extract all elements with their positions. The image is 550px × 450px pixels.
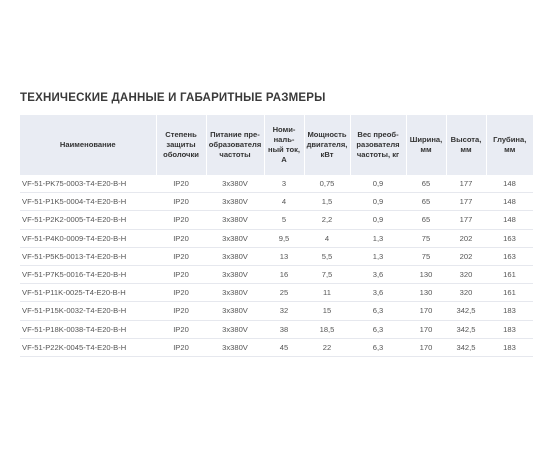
model-name-cell: VF-51-P15K-0032-T4-E20-B-H [20, 302, 156, 320]
table-cell: 65 [406, 193, 446, 211]
table-row [20, 284, 533, 302]
table-cell: 38 [264, 320, 304, 338]
table-cell: IP20 [156, 320, 206, 338]
table-row [20, 302, 533, 320]
table-cell: 202 [446, 229, 486, 247]
table-cell: 3х380V [206, 193, 264, 211]
table-cell: 11 [304, 284, 350, 302]
table-cell: 170 [406, 302, 446, 320]
table-cell: 183 [486, 302, 533, 320]
column-header: Номи- наль- ный ток, А [264, 115, 304, 175]
table-cell: 3х380V [206, 338, 264, 356]
table-cell: 1,3 [350, 229, 406, 247]
table-cell: IP20 [156, 284, 206, 302]
table-cell: 4 [264, 193, 304, 211]
table-cell: 4 [304, 229, 350, 247]
table-cell: 320 [446, 284, 486, 302]
table-cell: 6,3 [350, 320, 406, 338]
table-cell: 3,6 [350, 265, 406, 283]
table-cell: 148 [486, 175, 533, 193]
table-row [20, 338, 533, 356]
table-cell: 130 [406, 265, 446, 283]
model-name-cell: VF-51-P5K5-0013-T4-E20-B-H [20, 247, 156, 265]
table-cell: IP20 [156, 338, 206, 356]
model-name-cell: VF-51-P22K-0045-T4-E20-B-H [20, 338, 156, 356]
table-cell: 75 [406, 247, 446, 265]
table-cell: 3х380V [206, 247, 264, 265]
table-cell: 177 [446, 175, 486, 193]
model-name-cell: VF-51-P11K-0025-T4-E20-B-H [20, 284, 156, 302]
header-row [20, 115, 533, 175]
table-cell: 5 [264, 211, 304, 229]
column-header: Наименование [20, 115, 156, 175]
table-cell: 170 [406, 320, 446, 338]
column-header: Ширина, мм [406, 115, 446, 175]
table-cell: 3х380V [206, 175, 264, 193]
table-cell: 6,3 [350, 302, 406, 320]
table-cell: 25 [264, 284, 304, 302]
column-header: Глубина, мм [486, 115, 533, 175]
table-cell: 0,9 [350, 193, 406, 211]
model-name-cell: VF-51-PK75-0003-T4-E20-B-H [20, 175, 156, 193]
table-cell: 16 [264, 265, 304, 283]
table-cell: 320 [446, 265, 486, 283]
table-cell: 3,6 [350, 284, 406, 302]
table-cell: 3х380V [206, 320, 264, 338]
table-cell: 130 [406, 284, 446, 302]
table-cell: 342,5 [446, 320, 486, 338]
table-cell: 3х380V [206, 265, 264, 283]
table-row [20, 175, 533, 193]
table-row [20, 229, 533, 247]
table-cell: 202 [446, 247, 486, 265]
table-cell: 22 [304, 338, 350, 356]
table-cell: 9,5 [264, 229, 304, 247]
table-cell: 3х380V [206, 284, 264, 302]
table-cell: IP20 [156, 211, 206, 229]
table-cell: 1,5 [304, 193, 350, 211]
table-cell: 342,5 [446, 338, 486, 356]
column-header: Питание пре- образователя частоты [206, 115, 264, 175]
table-cell: IP20 [156, 247, 206, 265]
table-cell: 161 [486, 284, 533, 302]
table-cell: IP20 [156, 229, 206, 247]
table-cell: 3 [264, 175, 304, 193]
table-cell: 13 [264, 247, 304, 265]
table-cell: 1,3 [350, 247, 406, 265]
table-row [20, 247, 533, 265]
table-cell: 75 [406, 229, 446, 247]
model-name-cell: VF-51-P7K5-0016-T4-E20-B-H [20, 265, 156, 283]
column-header: Вес преоб- разователя частоты, кг [350, 115, 406, 175]
table-cell: 0,9 [350, 175, 406, 193]
table-row [20, 265, 533, 283]
table-cell: 183 [486, 320, 533, 338]
table-body [20, 175, 533, 356]
page-title: ТЕХНИЧЕСКИЕ ДАННЫЕ И ГАБАРИТНЫЕ РАЗМЕРЫ [20, 92, 326, 104]
column-header: Высота, мм [446, 115, 486, 175]
table-header [20, 115, 533, 175]
table-cell: 7,5 [304, 265, 350, 283]
table-cell: 342,5 [446, 302, 486, 320]
table-cell: 6,3 [350, 338, 406, 356]
specs-table [20, 115, 533, 357]
column-header: Мощность двигателя, кВт [304, 115, 350, 175]
table-cell: 170 [406, 338, 446, 356]
table-cell: IP20 [156, 265, 206, 283]
table-cell: 148 [486, 211, 533, 229]
model-name-cell: VF-51-P4K0-0009-T4-E20-B-H [20, 229, 156, 247]
table-cell: 65 [406, 175, 446, 193]
table-cell: 65 [406, 211, 446, 229]
table-cell: 45 [264, 338, 304, 356]
table-cell: 0,9 [350, 211, 406, 229]
model-name-cell: VF-51-P18K-0038-T4-E20-B-H [20, 320, 156, 338]
table-cell: IP20 [156, 193, 206, 211]
table-cell: 3х380V [206, 302, 264, 320]
table-cell: 32 [264, 302, 304, 320]
table-cell: IP20 [156, 302, 206, 320]
table-row [20, 211, 533, 229]
table-cell: 15 [304, 302, 350, 320]
table-cell: IP20 [156, 175, 206, 193]
table-cell: 5,5 [304, 247, 350, 265]
table-row [20, 320, 533, 338]
table-cell: 161 [486, 265, 533, 283]
table-cell: 0,75 [304, 175, 350, 193]
table-cell: 3х380V [206, 211, 264, 229]
table-cell: 2,2 [304, 211, 350, 229]
model-name-cell: VF-51-P1K5-0004-T4-E20-B-H [20, 193, 156, 211]
table-cell: 163 [486, 247, 533, 265]
column-header: Степень защиты оболочки [156, 115, 206, 175]
table-cell: 148 [486, 193, 533, 211]
table-row [20, 193, 533, 211]
table-cell: 18,5 [304, 320, 350, 338]
table-cell: 3х380V [206, 229, 264, 247]
model-name-cell: VF-51-P2K2-0005-T4-E20-B-H [20, 211, 156, 229]
table-cell: 163 [486, 229, 533, 247]
table-cell: 177 [446, 193, 486, 211]
table-cell: 177 [446, 211, 486, 229]
table-cell: 183 [486, 338, 533, 356]
